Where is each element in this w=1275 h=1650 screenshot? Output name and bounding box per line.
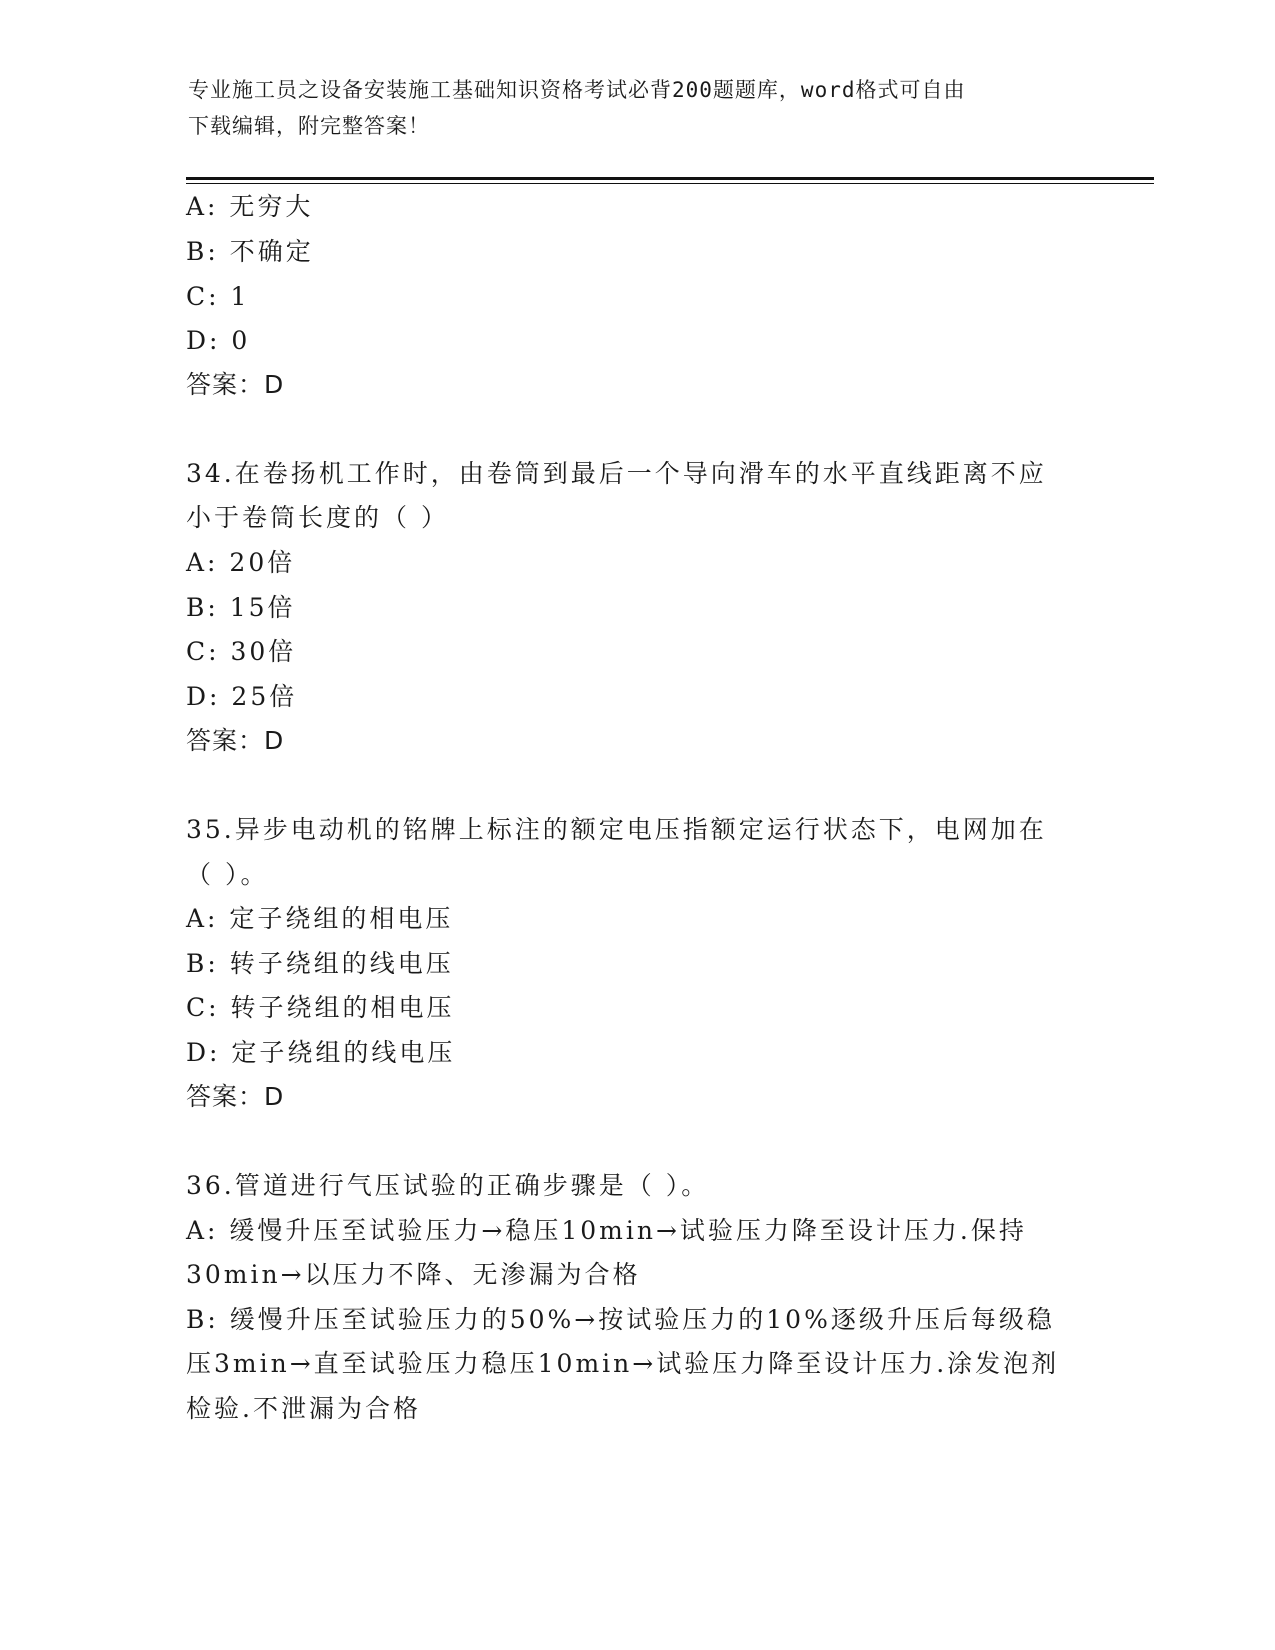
q34-option-d: D: 25倍 <box>186 682 298 711</box>
q35-option-b: B: 转子绕组的线电压 <box>186 949 454 978</box>
q36-option-b-line-2: 压3min→直至试验压力稳压10min→试验压力降至设计压力.涂发泡剂 <box>186 1349 1060 1378</box>
q34-option-c: C: 30倍 <box>186 637 297 666</box>
header-rule-thin <box>186 183 1154 184</box>
q34-option-b: B: 15倍 <box>186 593 296 622</box>
q35-option-a: A: 定子绕组的相电压 <box>186 904 454 933</box>
q36-option-b-line-3: 检验.不泄漏为合格 <box>186 1394 421 1423</box>
header-line-1: 专业施工员之设备安装施工基础知识资格考试必背200题题库，word格式可自由 <box>188 78 966 102</box>
q35-stem-line-2: （ ）。 <box>186 860 269 889</box>
q35-stem-line-1: 35.异步电动机的铭牌上标注的额定电压指额定运行状态下，电网加在 <box>186 815 1047 844</box>
q35-answer: 答案：D <box>186 1082 285 1111</box>
q33-option-a: A: 无穷大 <box>186 192 314 221</box>
q35-option-c: C: 转子绕组的相电压 <box>186 993 455 1022</box>
q33-option-d: D: 0 <box>186 326 251 355</box>
document-header <box>188 72 1068 144</box>
q33-option-c: C: 1 <box>186 282 250 311</box>
q34-answer: 答案：D <box>186 726 285 755</box>
q36-stem-line-1: 36.管道进行气压试验的正确步骤是（ ）。 <box>186 1171 710 1200</box>
q35-option-d: D: 定子绕组的线电压 <box>186 1038 456 1067</box>
q36-option-a-line-1: A: 缓慢升压至试验压力→稳压10min→试验压力降至设计压力.保持 <box>186 1216 1027 1245</box>
q33-option-b: B: 不确定 <box>186 237 314 266</box>
q34-option-a: A: 20倍 <box>186 548 296 577</box>
header-line-2: 下载编辑，附完整答案！ <box>188 114 430 138</box>
q36-option-a-line-2: 30min→以压力不降、无渗漏为合格 <box>186 1260 641 1289</box>
q34-stem-line-2: 小于卷筒长度的（ ） <box>186 503 449 532</box>
header-rule-thick <box>186 177 1154 180</box>
q34-stem-line-1: 34.在卷扬机工作时，由卷筒到最后一个导向滑车的水平直线距离不应 <box>186 459 1047 488</box>
q33-answer: 答案：D <box>186 370 285 399</box>
q36-option-b-line-1: B: 缓慢升压至试验压力的50%→按试验压力的10%逐级升压后每级稳 <box>186 1305 1055 1334</box>
